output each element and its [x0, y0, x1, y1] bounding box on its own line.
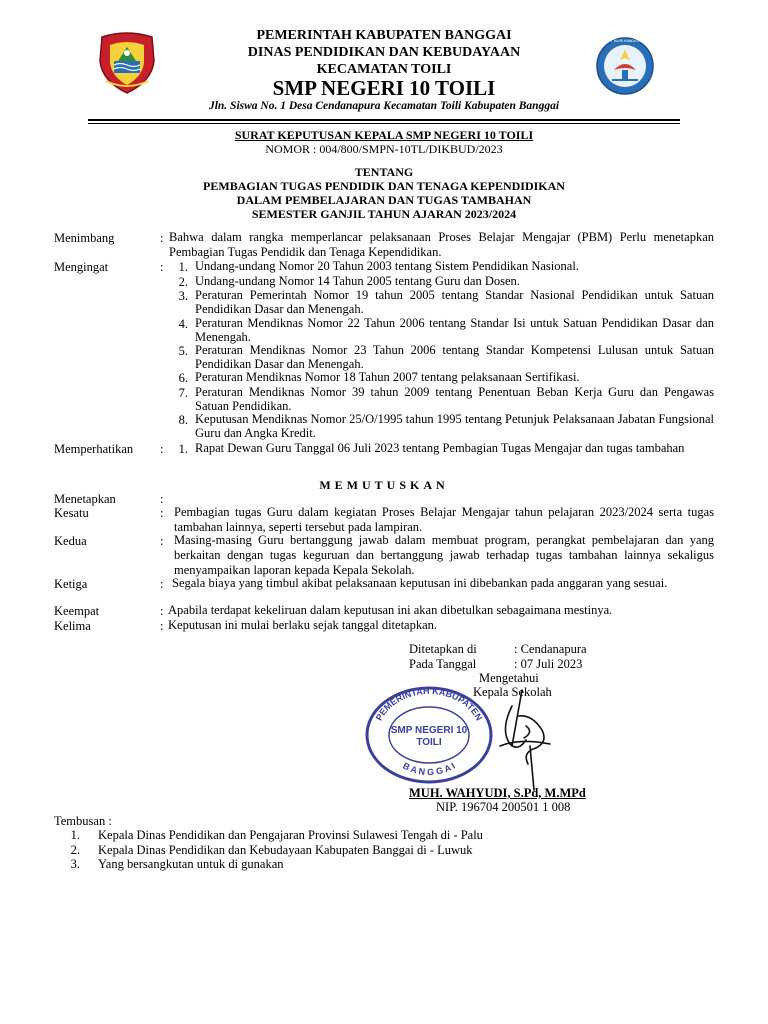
memperhatikan-label: Memperhatikan — [54, 442, 134, 456]
kedua-label: Kedua — [54, 534, 87, 548]
mengingat-item-3: Peraturan Pemerintah Nomor 19 tahun 2005 tentang Standar Nasional Pendidikan untuk Satuan Pendidikan Dasar dan Menengah. — [195, 288, 714, 316]
header-rule-thin — [88, 123, 680, 124]
memperhatikan-text: Rapat Dewan Guru Tanggal 06 Juli 2023 tentang Pembagian Tugas Mengajar dan tugas tambahan — [195, 441, 685, 455]
decree-subject-line3: SEMESTER GANJIL TAHUN AJARAN 2023/2024 — [251, 207, 517, 221]
stamp-center-line2: TOILI — [416, 737, 442, 748]
kesatu-colon: : — [160, 506, 164, 520]
kelima-label: Kelima — [54, 619, 91, 633]
mengingat-item-1: Undang-undang Nomor 20 Tahun 2003 tentang Sistem Pendidikan Nasional. — [195, 259, 579, 273]
principal-name: MUH. WAHYUDI, S.Pd, M.MPd — [409, 786, 586, 800]
tanggal-value: : 07 Juli 2023 — [514, 657, 583, 671]
mengingat-item-4: Peraturan Mendiknas Nomor 22 Tahun 2006 tentang Standar Isi untuk Satuan Pendidikan Dasar dan Menengah. — [195, 316, 714, 344]
mengingat-num-1: 1. — [178, 260, 188, 274]
tembusan-num-3: 3. — [70, 857, 80, 871]
mengingat-item-2: Undang-undang Nomor 14 Tahun 2005 tentang Guru dan Dosen. — [195, 274, 520, 288]
mengingat-num-2: 2. — [178, 275, 188, 289]
kesatu-label: Kesatu — [54, 506, 89, 520]
stamp-bottom-text: B A N G G A I — [401, 760, 457, 778]
mengingat-num-7: 7. — [178, 386, 188, 400]
header-school-name: SMP NEGERI 10 TOILI — [272, 76, 496, 100]
menimbang-colon: : — [160, 231, 164, 245]
decree-title: SURAT KEPUTUSAN KEPALA SMP NEGERI 10 TOILI — [234, 128, 534, 142]
keempat-text: Apabila terdapat kekeliruan dalam keputusan ini akan dibetulkan sebagaimana mestinya. — [168, 603, 613, 617]
kesatu-text: Pembagian tugas Guru dalam kegiatan Proses Belajar Mengajar tahun pelajaran 2023/2024 serta tugas tambahan lainnya, seperti tersebut pada lampiran. — [174, 505, 714, 534]
tembusan-num-1: 1. — [70, 828, 80, 842]
decree-subject-line2: DALAM PEMBELAJARAN DAN TUGAS TAMBAHAN — [236, 193, 532, 207]
header-district: KECAMATAN TOILI — [316, 62, 452, 77]
keempat-colon: : — [160, 604, 164, 618]
mengingat-colon: : — [160, 260, 164, 274]
ketiga-colon: : — [160, 577, 164, 591]
principal-nip: NIP. 196704 200501 1 008 — [436, 800, 571, 814]
mengingat-item-7: Peraturan Mendiknas Nomor 39 tahun 2009 tentang Penentuan Beban Kerja Guru dan Pengawas Satuan Pendidikan. — [195, 385, 714, 413]
mengingat-num-3: 3. — [178, 289, 188, 303]
header-rule-thick — [88, 119, 680, 121]
mengingat-num-6: 6. — [178, 371, 188, 385]
mengingat-item-8: Keputusan Mendiknas Nomor 25/O/1995 tahun 1995 tentang Petunjuk Pelaksanaan Jabatan Fungsional Guru dan Angka Kredit. — [195, 412, 714, 440]
tembusan-item-1: Kepala Dinas Pendidikan dan Pengajaran Provinsi Sulawesi Tengah di - Palu — [98, 828, 483, 842]
menetapkan-label: Menetapkan — [54, 492, 116, 506]
ketiga-label: Ketiga — [54, 577, 88, 591]
tembusan-label: Tembusan : — [54, 814, 112, 828]
mengingat-num-8: 8. — [178, 413, 188, 427]
tanggal-label: Pada Tanggal — [409, 657, 477, 671]
decree-tentang: TENTANG — [354, 165, 414, 179]
ditetapkan-label: Ditetapkan di — [409, 642, 477, 656]
mengingat-num-4: 4. — [178, 317, 188, 331]
tembusan-item-3: Yang bersangkutan untuk di gunakan — [98, 857, 284, 871]
tut-wuri-handayani-logo-text: TUT WURI HANDAYANI — [606, 39, 644, 43]
mengetahui-text: Mengetahui — [479, 671, 539, 685]
ditetapkan-value: : Cendanapura — [514, 642, 587, 656]
mengingat-num-5: 5. — [178, 344, 188, 358]
menetapkan-colon: : — [160, 492, 164, 506]
handwritten-signature — [470, 686, 580, 796]
kedua-colon: : — [160, 534, 164, 548]
stamp-top-text: PEMERINTAH KABUPATEN — [373, 685, 485, 723]
kedua-text: Masing-masing Guru bertanggung jawab dalam membuat program, perangkat pembelajaran dan yang berkaitan dengan tugas keguruan dan bertanggung jawab terhadap tugas tambahan lainnya sekaligus menyampaikan laporan kepada Kepala Sekolah. — [174, 533, 714, 577]
header-department: DINAS PENDIDIKAN DAN KEBUDAYAAN — [247, 45, 521, 60]
stamp-center-line1: SMP NEGERI 10 — [390, 725, 468, 736]
mengingat-label: Mengingat — [54, 260, 109, 274]
mengingat-item-5: Peraturan Mendiknas Nomor 23 Tahun 2006 tentang Standar Kompetensi Lulusan untuk Satuan Pendidikan Dasar dan Menengah. — [195, 343, 714, 371]
menimbang-text: Bahwa dalam rangka memperlancar pelaksanaan Proses Belajar Mengajar (PBM) Perlu menetapkan Pembagian Tugas Pendidik dan Tenaga Kependidikan. — [169, 230, 714, 259]
tembusan-item-2: Kepala Dinas Pendidikan dan Kebudayaan Kabupaten Banggai di - Luwuk — [98, 843, 473, 857]
svg-text:PEMERINTAH KABUPATEN — [374, 686, 484, 722]
header-address: Jln. Siswa No. 1 Desa Cendanapura Kecamatan Toili Kabupaten Banggai — [208, 100, 560, 112]
tembusan-num-2: 2. — [70, 843, 80, 857]
decree-subject-line1: PEMBAGIAN TUGAS PENDIDIK DAN TENAGA KEPENDIDIKAN — [203, 179, 565, 193]
memperhatikan-num-1: 1. — [178, 442, 188, 456]
keempat-label: Keempat — [54, 604, 100, 618]
kelima-colon: : — [160, 619, 164, 633]
header-government: PEMERINTAH KABUPATEN BANGGAI — [256, 28, 512, 43]
decree-number: NOMOR : 004/800/SMPN-10TL/DIKBUD/2023 — [265, 142, 503, 156]
memperhatikan-colon: : — [160, 442, 164, 456]
memutuskan-heading: MEMUTUSKAN — [319, 478, 449, 492]
ketiga-text: Segala biaya yang timbul akibat pelaksanaan keputusan ini dibebankan pada anggaran yang sesuai. — [172, 576, 668, 590]
kepala-sekolah-text: Kepala Sekolah — [473, 685, 552, 699]
banggai-regency-logo — [96, 31, 158, 95]
menimbang-label: Menimbang — [54, 231, 115, 245]
mengingat-item-6: Peraturan Mendiknas Nomor 18 Tahun 2007 tentang pelaksanaan Sertifikasi. — [195, 370, 580, 384]
kelima-text: Keputusan ini mulai berlaku sejak tanggal ditetapkan. — [168, 618, 438, 632]
